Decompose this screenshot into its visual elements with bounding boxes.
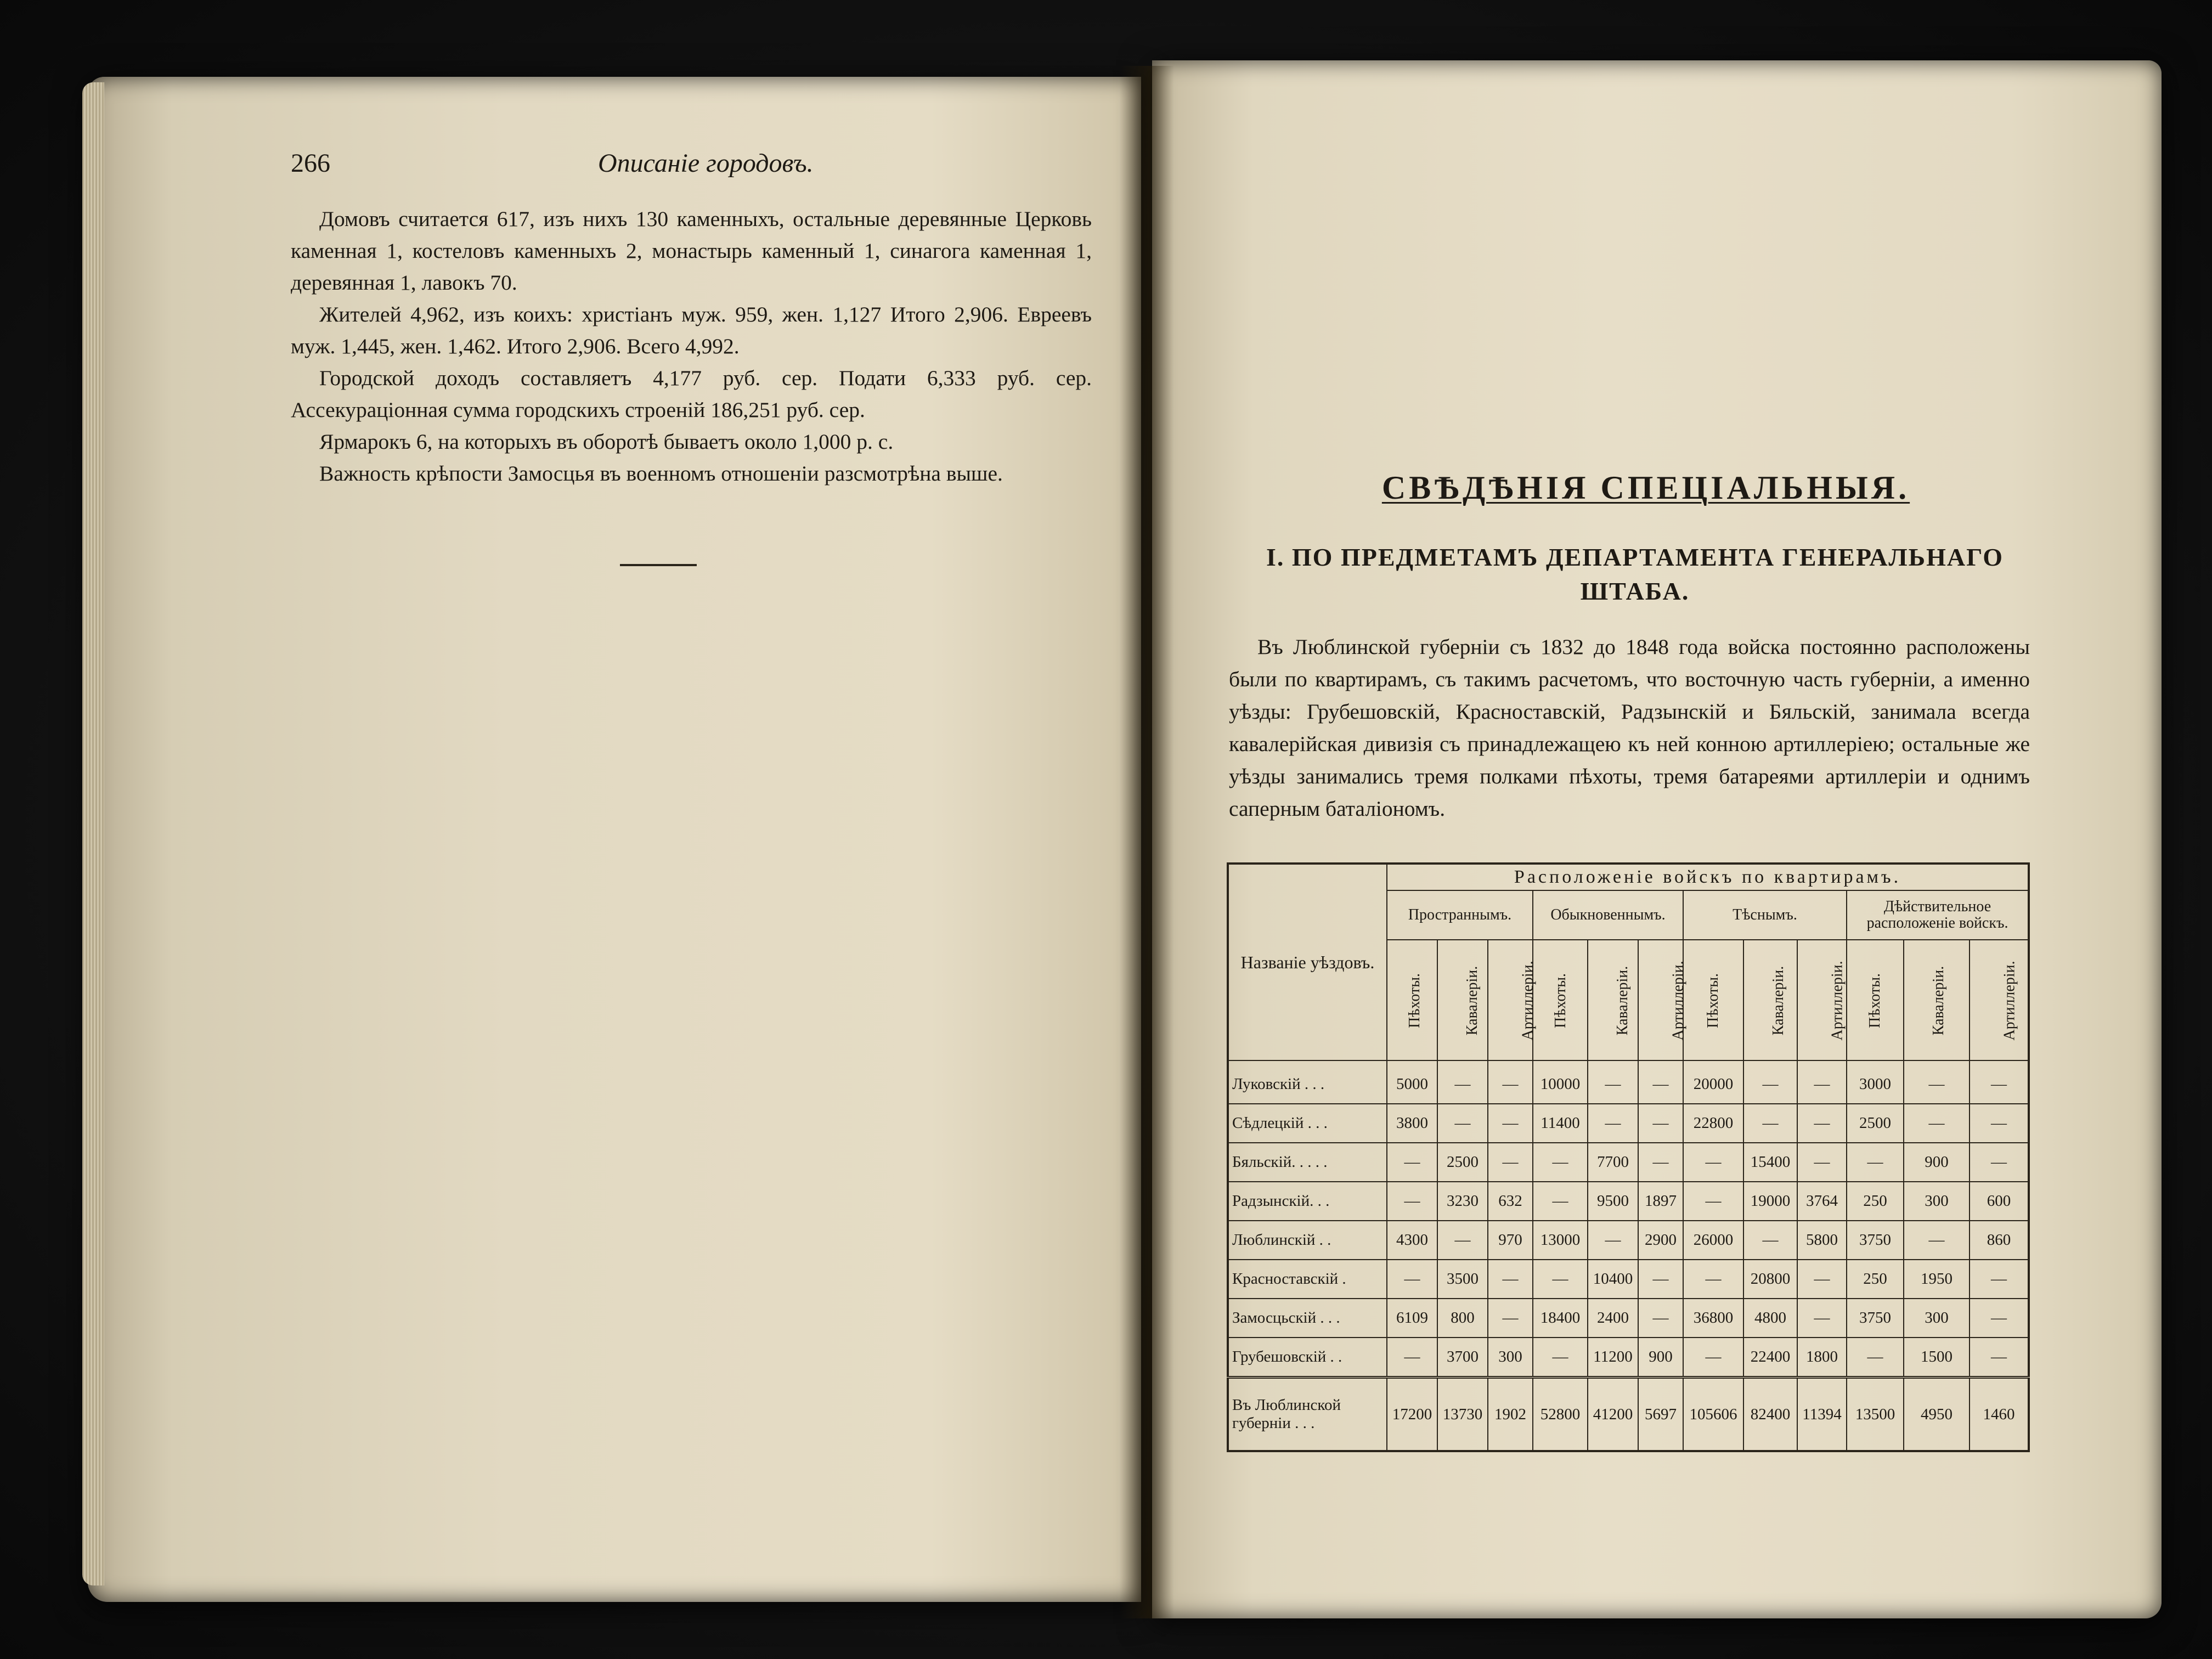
table-cell: 3230: [1437, 1182, 1488, 1221]
district-name: Грубешовскій . .: [1228, 1338, 1387, 1378]
table-cell: 7700: [1588, 1143, 1638, 1182]
left-page-body: [291, 203, 1092, 489]
table-cell: 3000: [1847, 1060, 1904, 1104]
table-cell: 2900: [1638, 1221, 1683, 1260]
table-row: [1228, 1143, 2029, 1182]
table-cell: 4300: [1387, 1221, 1437, 1260]
right-page-body: [1229, 631, 2030, 825]
table-cell: 105606: [1683, 1378, 1743, 1452]
table-cell: 13730: [1437, 1378, 1488, 1452]
table-cell: 300: [1904, 1182, 1970, 1221]
table-cell: —: [1970, 1104, 2029, 1143]
table-cell: 5000: [1387, 1060, 1437, 1104]
table-cell: 1800: [1797, 1338, 1847, 1378]
table-cell: 900: [1638, 1338, 1683, 1378]
table-cell: 36800: [1683, 1299, 1743, 1338]
table-cell: 2400: [1588, 1299, 1638, 1338]
col-infantry: Пѣхоты.: [1847, 940, 1904, 1060]
table-cell: 20800: [1743, 1260, 1797, 1299]
table-cell: 13000: [1533, 1221, 1588, 1260]
table-cell: —: [1904, 1221, 1970, 1260]
table-cell: —: [1797, 1299, 1847, 1338]
table-cell: 11400: [1533, 1104, 1588, 1143]
table-cell: 2500: [1437, 1143, 1488, 1182]
table-cell: —: [1683, 1143, 1743, 1182]
table-total-row: [1228, 1378, 2029, 1452]
table-cell: 11200: [1588, 1338, 1638, 1378]
table-cell: 3700: [1437, 1338, 1488, 1378]
table-cell: —: [1743, 1104, 1797, 1143]
table-cell: —: [1743, 1060, 1797, 1104]
table-body: [1228, 1060, 2029, 1451]
troops-table-wrapper: [1227, 862, 2028, 1452]
table-cell: 22800: [1683, 1104, 1743, 1143]
table-cell: —: [1533, 1260, 1588, 1299]
table-cell: 5800: [1797, 1221, 1847, 1260]
district-name: Люблинскій . .: [1228, 1221, 1387, 1260]
table-cell: —: [1588, 1060, 1638, 1104]
table-cell: —: [1638, 1143, 1683, 1182]
table-cell: 900: [1904, 1143, 1970, 1182]
table-cell: 41200: [1588, 1378, 1638, 1452]
col-cavalry: Кавалеріи.: [1904, 940, 1970, 1060]
district-name: Бяльскій. . . . .: [1228, 1143, 1387, 1182]
table-cell: 82400: [1743, 1378, 1797, 1452]
table-cell: 6109: [1387, 1299, 1437, 1338]
group-header-ordinary: Обыкновеннымъ.: [1533, 890, 1683, 940]
table-cell: —: [1488, 1260, 1533, 1299]
table-cell: 1897: [1638, 1182, 1683, 1221]
table-cell: —: [1970, 1260, 2029, 1299]
table-row: [1228, 1221, 2029, 1260]
paragraph: Важность крѣпости Замосцья въ военномъ отношеніи разсмотрѣна выше.: [319, 461, 1003, 486]
table-cell: —: [1904, 1104, 1970, 1143]
col-artillery: Артиллеріи.: [1638, 940, 1683, 1060]
table-cell: —: [1743, 1221, 1797, 1260]
table-cell: 5697: [1638, 1378, 1683, 1452]
table-row: [1228, 1060, 2029, 1104]
table-cell: 1460: [1970, 1378, 2029, 1452]
table-cell: —: [1970, 1143, 2029, 1182]
district-name: Луковскій . . .: [1228, 1060, 1387, 1104]
table-cell: —: [1797, 1143, 1847, 1182]
table-row: [1228, 1338, 2029, 1378]
table-cell: 11394: [1797, 1378, 1847, 1452]
col-infantry: Пѣхоты.: [1387, 940, 1437, 1060]
table-cell: 52800: [1533, 1378, 1588, 1452]
table-cell: —: [1970, 1338, 2029, 1378]
section-title: СВѢДѢНІЯ СПЕЦІАЛЬНЫЯ.: [1381, 470, 1910, 506]
table-cell: —: [1638, 1299, 1683, 1338]
table-cell: 10000: [1533, 1060, 1588, 1104]
paragraph: Жителей 4,962, изъ коихъ: христіанъ муж. 959, жен. 1,127 Итого 2,906. Евреевъ муж. 1,445, жен. 1,462. Итого 2,906. Всего 4,992.: [291, 302, 1092, 358]
table-cell: 17200: [1387, 1378, 1437, 1452]
table-cell: —: [1847, 1338, 1904, 1378]
col-artillery: Артиллеріи.: [1797, 940, 1847, 1060]
table-cell: —: [1488, 1143, 1533, 1182]
district-name: Въ Люблинской губерніи . . .: [1228, 1378, 1387, 1452]
table-cell: 1500: [1904, 1338, 1970, 1378]
table-cell: 1902: [1488, 1378, 1533, 1452]
table-cell: 3750: [1847, 1221, 1904, 1260]
table-cell: —: [1970, 1299, 2029, 1338]
section-divider: [620, 564, 697, 566]
running-head: Описаніе городовъ.: [598, 149, 814, 178]
table-cell: 26000: [1683, 1221, 1743, 1260]
table-cell: —: [1387, 1338, 1437, 1378]
table-cell: 15400: [1743, 1143, 1797, 1182]
paragraph: Ярмарокъ 6, на которыхъ въ оборотѣ бываетъ около 1,000 р. с.: [319, 430, 894, 454]
group-header-spacious: Пространнымъ.: [1387, 890, 1533, 940]
table-cell: —: [1488, 1060, 1533, 1104]
book-gutter: [1119, 66, 1174, 1618]
table-cell: —: [1683, 1260, 1743, 1299]
table-cell: —: [1387, 1260, 1437, 1299]
table-cell: 9500: [1588, 1182, 1638, 1221]
table-cell: 22400: [1743, 1338, 1797, 1378]
table-cell: 300: [1488, 1338, 1533, 1378]
table-cell: 860: [1970, 1221, 2029, 1260]
intro-paragraph: Въ Люблинской губерніи съ 1832 до 1848 года войска постоянно расположены были по квартирамъ, съ такимъ расчетомъ, что восточную часть губерніи, а именно уѣзды: Грубешовскій, Красноставскій, Радзынскій и Бяльскій, занимала всегда кавалерійская дивизія съ принадлежащею къ ней конною артиллеріею; остальные же уѣзды занимались тремя полками пѣхоты, тремя батареями артиллеріи и однимъ саперным баталіономъ.: [1229, 635, 2030, 821]
table-cell: —: [1638, 1260, 1683, 1299]
table-cell: 4950: [1904, 1378, 1970, 1452]
table-cell: 4800: [1743, 1299, 1797, 1338]
table-cell: —: [1533, 1338, 1588, 1378]
col-artillery: Артиллеріи.: [1970, 940, 2029, 1060]
table-cell: 20000: [1683, 1060, 1743, 1104]
table-group-header: Расположеніе войскъ по квартирамъ.: [1387, 864, 2029, 890]
col-infantry: Пѣхоты.: [1683, 940, 1743, 1060]
group-header-actual: Дѣйствительное расположеніе войскъ.: [1847, 890, 2029, 940]
page-edges: [82, 82, 104, 1585]
group-header-close: Тѣснымъ.: [1683, 890, 1847, 940]
district-name: Замосцьскій . . .: [1228, 1299, 1387, 1338]
table-cell: —: [1797, 1104, 1847, 1143]
table-row: [1228, 1104, 2029, 1143]
table-cell: —: [1588, 1104, 1638, 1143]
table-cell: 250: [1847, 1182, 1904, 1221]
table-cell: 600: [1970, 1182, 2029, 1221]
subsection-title: I. ПО ПРЕДМЕТАМЪ ДЕПАРТАМЕНТА ГЕНЕРАЛЬНАГО ШТАБА.: [1266, 543, 2004, 605]
table-cell: —: [1387, 1143, 1437, 1182]
table-cell: 3750: [1847, 1299, 1904, 1338]
table-cell: 800: [1437, 1299, 1488, 1338]
table-cell: —: [1638, 1060, 1683, 1104]
table-cell: —: [1904, 1060, 1970, 1104]
table-cell: —: [1797, 1260, 1847, 1299]
district-name: Сѣдлецкій . . .: [1228, 1104, 1387, 1143]
table-cell: —: [1437, 1221, 1488, 1260]
table-cell: 19000: [1743, 1182, 1797, 1221]
district-name: Красноставскій .: [1228, 1260, 1387, 1299]
page-number: 266: [291, 149, 330, 178]
table-cell: 2500: [1847, 1104, 1904, 1143]
table-cell: —: [1683, 1338, 1743, 1378]
table-row: [1228, 1260, 2029, 1299]
table-cell: —: [1638, 1104, 1683, 1143]
table-cell: —: [1970, 1060, 2029, 1104]
table-cell: —: [1797, 1060, 1847, 1104]
table-cell: 1950: [1904, 1260, 1970, 1299]
table-cell: —: [1683, 1182, 1743, 1221]
table-cell: —: [1387, 1182, 1437, 1221]
col-cavalry: Кавалеріи.: [1588, 940, 1638, 1060]
table-cell: 250: [1847, 1260, 1904, 1299]
district-name: Радзынскій. . .: [1228, 1182, 1387, 1221]
left-page-header: [291, 148, 1092, 187]
table-cell: 970: [1488, 1221, 1533, 1260]
table-cell: 300: [1904, 1299, 1970, 1338]
table-cell: —: [1533, 1182, 1588, 1221]
table-cell: 10400: [1588, 1260, 1638, 1299]
paragraph: Домовъ считается 617, изъ нихъ 130 каменныхъ, остальные деревянные Церковь каменная 1, костеловъ каменныхъ 2, монастырь каменный 1, синагога каменная 1, деревянная 1, лавокъ 70.: [291, 207, 1092, 295]
table-row: [1228, 1299, 2029, 1338]
table-cell: —: [1588, 1221, 1638, 1260]
table-cell: 3800: [1387, 1104, 1437, 1143]
troops-table: [1227, 862, 2030, 1452]
table-cell: —: [1533, 1143, 1588, 1182]
table-cell: —: [1437, 1104, 1488, 1143]
table-row: [1228, 1182, 2029, 1221]
table-cell: 18400: [1533, 1299, 1588, 1338]
table-cell: 3764: [1797, 1182, 1847, 1221]
table-cell: 632: [1488, 1182, 1533, 1221]
col-cavalry: Кавалеріи.: [1437, 940, 1488, 1060]
table-cell: 13500: [1847, 1378, 1904, 1452]
table-cell: —: [1437, 1060, 1488, 1104]
col-cavalry: Кавалеріи.: [1743, 940, 1797, 1060]
paragraph: Городской доходъ составляетъ 4,177 руб. сер. Подати 6,333 руб. сер. Ассекураціонная сумма городскихъ строеній 186,251 руб. сер.: [291, 366, 1092, 422]
table-cell: —: [1488, 1299, 1533, 1338]
col-infantry: Пѣхоты.: [1533, 940, 1588, 1060]
table-cell: —: [1847, 1143, 1904, 1182]
district-name-header: Названіе уѣздовъ.: [1228, 864, 1387, 1060]
col-artillery: Артиллеріи.: [1488, 940, 1533, 1060]
table-cell: —: [1488, 1104, 1533, 1143]
table-cell: 3500: [1437, 1260, 1488, 1299]
